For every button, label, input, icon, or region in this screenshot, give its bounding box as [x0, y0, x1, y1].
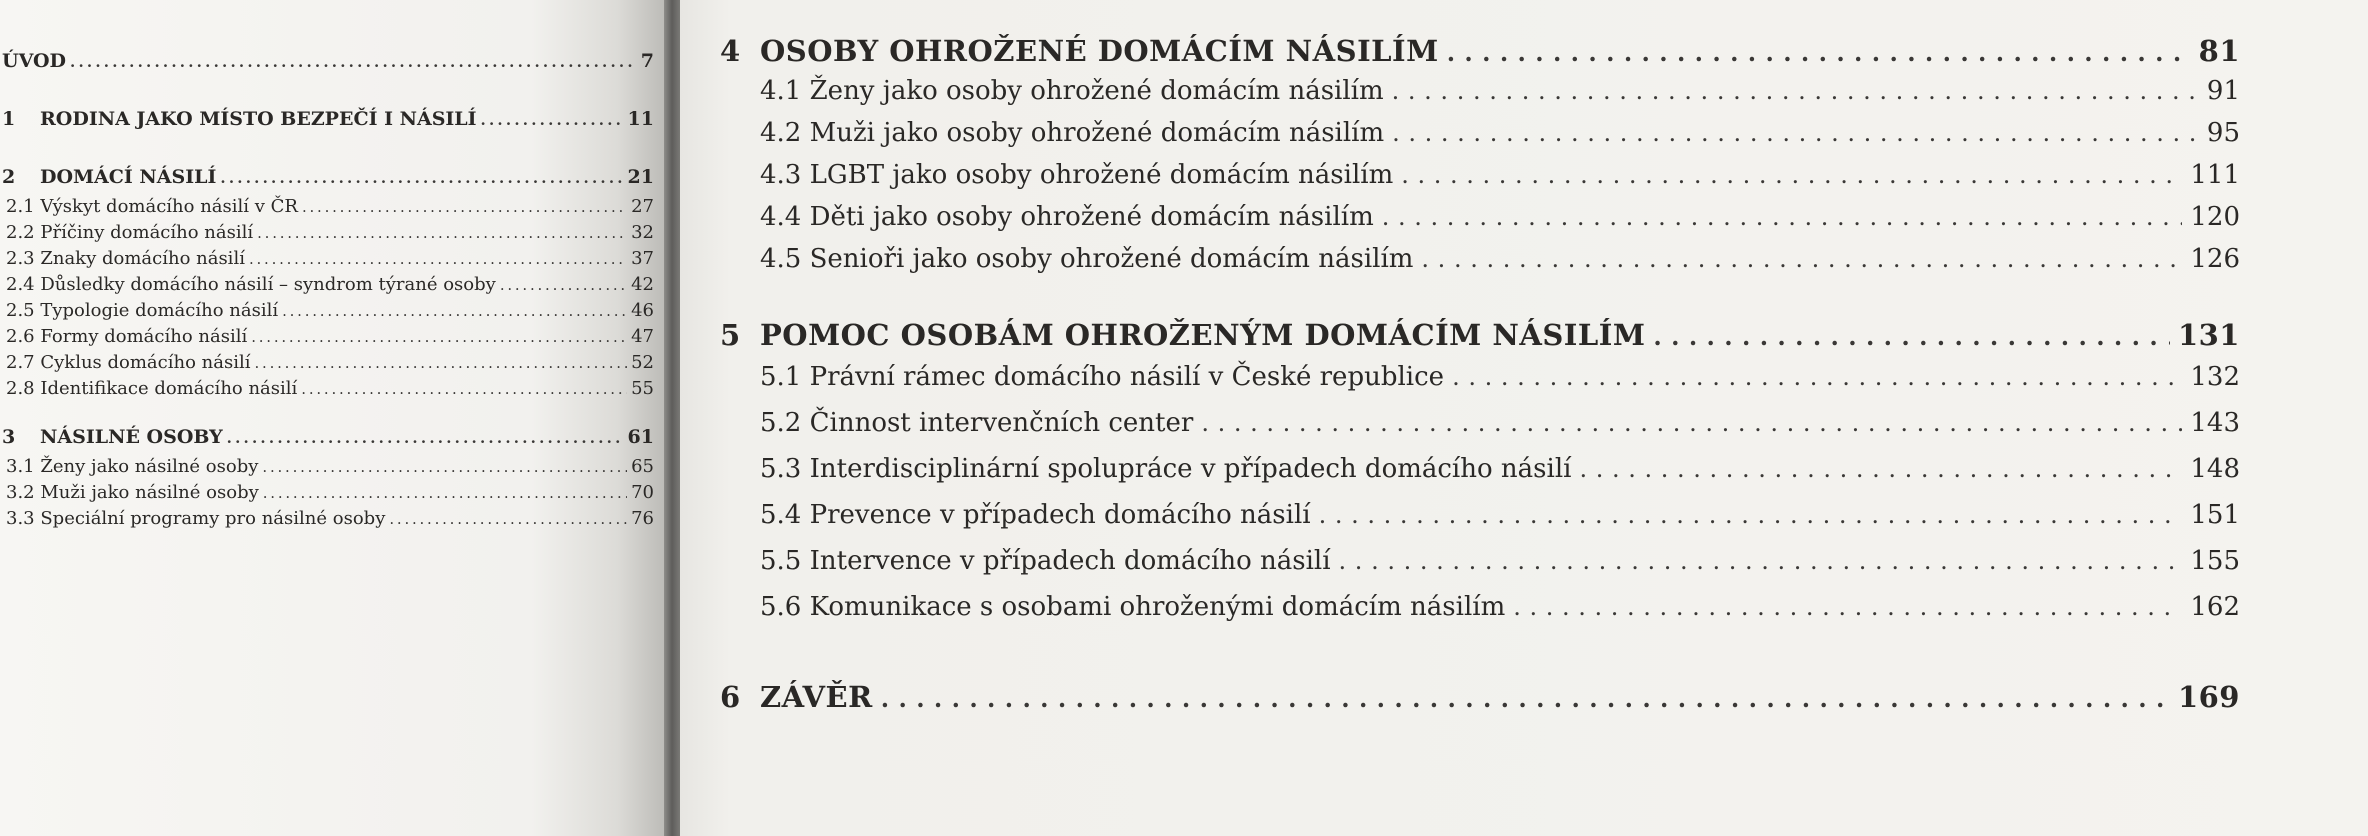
toc-section [760, 362, 2240, 392]
toc-section [760, 244, 2240, 274]
toc-section [760, 408, 2240, 438]
leader-dots [1421, 245, 2182, 273]
toc-page-number: 169 [2177, 680, 2240, 714]
section-title: 3.3 Speciální programy pro násilné osoby [6, 508, 386, 529]
leader-dots [1392, 77, 2199, 105]
toc-page-number: 131 [2177, 318, 2240, 352]
leader-dots [1382, 203, 2183, 231]
leader-dots [70, 53, 637, 71]
toc-section [6, 300, 654, 321]
toc-page-number: 37 [631, 248, 654, 269]
toc-section [6, 378, 654, 399]
leader-dots [1339, 547, 2183, 575]
leader-dots [1579, 455, 2182, 483]
toc-section [760, 500, 2240, 530]
section-title: 3.2 Muži jako násilné osoby [6, 482, 259, 503]
toc-title: ÚVOD [2, 50, 67, 72]
leader-dots [1319, 501, 2183, 529]
toc-page-number: 47 [631, 326, 654, 347]
toc-page-number: 27 [631, 196, 654, 217]
leader-dots [227, 429, 624, 447]
section-title: 2.1 Výskyt domácího násilí v ČR [6, 196, 298, 217]
section-title: 4.5 Senioři jako osoby ohrožené domácím násilím [760, 244, 1414, 274]
toc-page-number: 151 [2190, 500, 2240, 530]
chapter-title: RODINA JAKO MÍSTO BEZPEČÍ I NÁSILÍ [40, 108, 477, 130]
left-page [0, 0, 664, 836]
toc-page-number: 91 [2206, 76, 2240, 106]
toc-page-number: 143 [2190, 408, 2240, 438]
toc-page-number: 11 [627, 108, 654, 130]
toc-chapter-1 [2, 108, 654, 130]
leader-dots [251, 328, 627, 346]
section-title: 4.1 Ženy jako osoby ohrožené domácím násilím [760, 76, 1384, 106]
toc-section [760, 454, 2240, 484]
toc-page-number: 155 [2190, 546, 2240, 576]
section-title: 5.1 Právní rámec domácího násilí v České republice [760, 362, 1445, 392]
toc-page-number: 126 [2190, 244, 2240, 274]
leader-dots [1452, 363, 2182, 391]
right-page [680, 0, 2368, 836]
toc-page-number: 55 [631, 378, 654, 399]
toc-page-number: 46 [631, 300, 654, 321]
leader-dots [301, 380, 627, 398]
chapter-title: OSOBY OHROŽENÉ DOMÁCÍM NÁSILÍM [760, 34, 1439, 68]
chapter-number: 6 [720, 680, 741, 714]
leader-dots [1401, 161, 2182, 189]
section-title: 4.3 LGBT jako osoby ohrožené domácím násilím [760, 160, 1394, 190]
toc-page-number: 70 [631, 482, 654, 503]
section-title: 2.3 Znaky domácího násilí [6, 248, 245, 269]
toc-entry-intro [2, 50, 654, 72]
toc-section [760, 160, 2240, 190]
leader-dots [282, 302, 627, 320]
toc-chapter-3 [2, 426, 654, 448]
section-title: 2.6 Formy domácího násilí [6, 326, 248, 347]
section-title: 5.6 Komunikace s osobami ohroženými domácím násilím [760, 592, 1506, 622]
toc-chapter-5 [720, 318, 2240, 352]
toc-section [6, 508, 654, 529]
toc-section [6, 326, 654, 347]
section-title: 2.4 Důsledky domácího násilí – syndrom týrané osoby [6, 274, 496, 295]
chapter-number: 2 [2, 166, 16, 188]
chapter-number: 5 [720, 318, 741, 352]
leader-dots [500, 276, 627, 294]
toc-section [760, 546, 2240, 576]
toc-page-number: 21 [627, 166, 654, 188]
chapter-title: NÁSILNÉ OSOBY [40, 426, 223, 448]
leader-dots [1447, 38, 2191, 67]
leader-dots [389, 510, 627, 528]
section-title: 5.4 Prevence v případech domácího násilí [760, 500, 1311, 530]
toc-chapter-6 [720, 680, 2240, 714]
toc-page-number: 132 [2190, 362, 2240, 392]
toc-section [6, 196, 654, 217]
section-title: 3.1 Ženy jako násilné osoby [6, 456, 259, 477]
section-title: 5.5 Intervence v případech domácího násilí [760, 546, 1331, 576]
section-title: 2.2 Příčiny domácího násilí [6, 222, 254, 243]
toc-section [6, 352, 654, 373]
toc-section [6, 222, 654, 243]
toc-page-number: 120 [2190, 202, 2240, 232]
book-gutter [664, 0, 680, 836]
chapter-number: 3 [2, 426, 16, 448]
toc-section [6, 274, 654, 295]
leader-dots [263, 484, 627, 502]
toc-page-number: 32 [631, 222, 654, 243]
leader-dots [302, 198, 627, 216]
section-title: 2.7 Cyklus domácího násilí [6, 352, 251, 373]
section-title: 5.3 Interdisciplinární spolupráce v případech domácího násilí [760, 454, 1572, 484]
leader-dots [1653, 322, 2170, 351]
toc-chapter-2 [2, 166, 654, 188]
toc-page-number: 52 [631, 352, 654, 373]
section-title: 2.5 Typologie domácího násilí [6, 300, 279, 321]
leader-dots [1513, 593, 2182, 621]
section-title: 5.2 Činnost intervenčních center [760, 408, 1194, 438]
toc-section [760, 592, 2240, 622]
toc-chapter-4 [720, 34, 2240, 68]
section-title: 4.4 Děti jako osoby ohrožené domácím násilím [760, 202, 1374, 232]
chapter-number: 1 [2, 108, 16, 130]
toc-section [760, 118, 2240, 148]
toc-section [6, 482, 654, 503]
toc-page-number: 65 [631, 456, 654, 477]
leader-dots [249, 250, 627, 268]
chapter-number: 4 [720, 34, 741, 68]
leader-dots [255, 354, 628, 372]
toc-section [760, 202, 2240, 232]
section-title: 4.2 Muži jako osoby ohrožené domácím násilím [760, 118, 1385, 148]
leader-dots [1201, 409, 2182, 437]
section-title: 2.8 Identifikace domácího násilí [6, 378, 298, 399]
toc-page-number: 148 [2190, 454, 2240, 484]
toc-page-number: 61 [627, 426, 654, 448]
toc-section [6, 248, 654, 269]
leader-dots [881, 684, 2170, 713]
chapter-title: ZÁVĚR [760, 680, 873, 714]
leader-dots [220, 169, 623, 187]
chapter-title: POMOC OSOBÁM OHROŽENÝM DOMÁCÍM NÁSILÍM [760, 318, 1646, 352]
leader-dots [481, 111, 624, 129]
toc-page-number: 76 [631, 508, 654, 529]
toc-section [760, 76, 2240, 106]
toc-page-number: 111 [2190, 160, 2240, 190]
toc-page-number: 162 [2190, 592, 2240, 622]
leader-dots [257, 224, 627, 242]
toc-page-number: 81 [2198, 34, 2240, 68]
toc-page-number: 42 [631, 274, 654, 295]
toc-page-number: 95 [2206, 118, 2240, 148]
chapter-title: DOMÁCÍ NÁSILÍ [40, 166, 217, 188]
leader-dots [1392, 119, 2199, 147]
toc-page-number: 7 [640, 50, 654, 72]
toc-section [6, 456, 654, 477]
leader-dots [262, 458, 627, 476]
